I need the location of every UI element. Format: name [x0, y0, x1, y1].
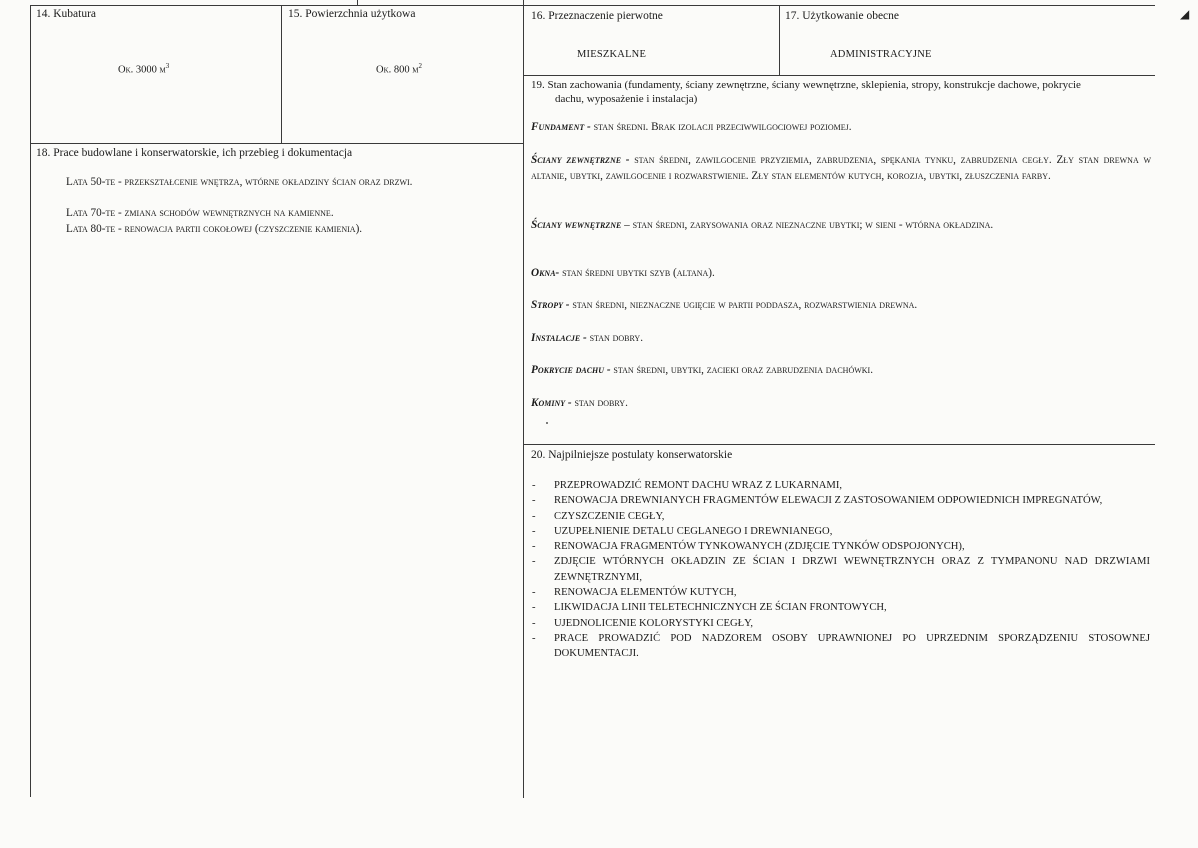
list-item: - RENOWACJA FRAGMENTÓW TYNKOWANYCH (ZDJĘCIE TYNKÓW ODSPOJONYCH),	[530, 539, 1150, 554]
construction-works-header: 18. Prace budowlane i konserwatorskie, ich przebieg i dokumentacja	[36, 147, 353, 159]
conservation-postulates-header: 20. Najpilniejsze postulaty konserwatorskie	[531, 449, 733, 461]
condition-installations: Instalacje - stan dobry.	[531, 332, 643, 344]
divider-14-18	[30, 143, 523, 144]
list-item: - CZYSZCZENIE CEGŁY,	[530, 509, 1150, 524]
list-item: - UZUPEŁNIENIE DETALU CEGLANEGO I DREWNIANEGO,	[530, 524, 1150, 539]
list-item: - PRZEPROWADZIĆ REMONT DACHU WRAZ Z LUKARNAMI,	[530, 478, 1150, 493]
list-item: - RENOWACJA DREWNIANYCH FRAGMENTÓW ELEWACJI Z ZASTOSOWANIEM ODPOWIEDNICH IMPREGNATÓW,	[530, 493, 1150, 508]
corner-arrow-icon: ◢	[1180, 7, 1190, 21]
condition-ceilings: Stropy - stan średni, nieznaczne ugięcie w partii poddasza, rozwarstwienia drewna.	[531, 299, 918, 311]
works-line-2: Lata 70-te - zmiana schodów wewnętrznych na kamienne.	[66, 207, 334, 219]
condition-foundation: Fundament - stan średni. Brak izolacji przeciwwilgociowej poziomej.	[531, 121, 852, 133]
condition-header-line1: 19. Stan zachowania (fundamenty, ściany zewnętrzne, ściany wewnętrzne, sklepienia, stropy, konstrukcje dachowe, pokrycie	[531, 79, 1081, 91]
list-item: - UJEDNOLICENIE KOLORYSTYKI CEGŁY,	[530, 616, 1150, 631]
condition-internal-walls: Ściany wewnętrzne – stan średni, zarysowania oraz nieznaczne ubytki; w sieni - wtórna okładzina.	[531, 219, 994, 231]
works-line-1: Lata 50-te - przekształcenie wnętrza, wtórne okładziny ścian oraz drzwi.	[66, 176, 413, 188]
scan-mark	[357, 0, 358, 6]
list-item: - PRACE PROWADZIĆ POD NADZOREM OSOBY UPRAWNIONEJ PO UPRZEDNIM SPORZĄDZENIU STOSOWNEJ DOKUMENTACJI.	[530, 631, 1150, 662]
scan-speck	[546, 422, 548, 424]
top-border	[30, 5, 1155, 6]
condition-roofing: Pokrycie dachu - stan średni, ubytki, zacieki oraz zabrudzenia dachówki.	[531, 364, 874, 376]
list-item: - ZDJĘCIE WTÓRNYCH OKŁADZIN ZE ŚCIAN I DRZWI WEWNĘTRZNYCH ORAZ Z TYMPANONU NAD DRZWIAMI ZEWNĘTRZNYMI,	[530, 554, 1150, 585]
main-vertical-divider	[523, 0, 524, 798]
condition-external-walls: Ściany zewnętrzne - stan średni, zawilgocenie przyziemia, zabrudzenia, spękania tynku, zabrudzenia cegły. Zły stan drewna w altanie, ubytki, zawilgocenie i rozwarstwienie. Zły stan elementów kutych, korozja, ubytki, złuszczenia farby.	[531, 154, 1151, 182]
current-use-header: 17. Użytkowanie obecne	[785, 10, 900, 22]
works-line-3: Lata 80-te - renowacja partii cokołowej (czyszczenie kamienia).	[66, 223, 363, 235]
divider-16-17	[779, 5, 780, 75]
cubature-value: Ok. 3000 $m^3$	[118, 62, 170, 76]
cubature-header: 14. Kubatura	[36, 8, 97, 20]
original-purpose-header: 16. Przeznaczenie pierwotne	[531, 10, 663, 22]
condition-chimneys: Kominy - stan dobry.	[531, 397, 628, 409]
original-purpose-value: MIESZKALNE	[577, 49, 647, 60]
divider-14-15	[281, 5, 282, 143]
condition-header-line2: dachu, wyposażenie i instalacja)	[555, 93, 698, 105]
condition-windows: Okna- stan średni ubytki szyb (altana).	[531, 267, 715, 279]
list-item: - RENOWACJA ELEMENTÓW KUTYCH,	[530, 585, 1150, 600]
left-border	[30, 5, 31, 797]
usable-area-header: 15. Powierzchnia użytkowa	[288, 8, 416, 20]
current-use-value: ADMINISTRACYJNE	[830, 49, 932, 60]
usable-area-value: Ok. 800 $m^2$	[376, 62, 422, 76]
divider-16-19	[523, 75, 1155, 76]
conservation-postulates-list	[530, 478, 1150, 662]
divider-19-20	[523, 444, 1155, 445]
list-item: - LIKWIDACJA LINII TELETECHNICZNYCH ZE ŚCIAN FRONTOWYCH,	[530, 600, 1150, 615]
